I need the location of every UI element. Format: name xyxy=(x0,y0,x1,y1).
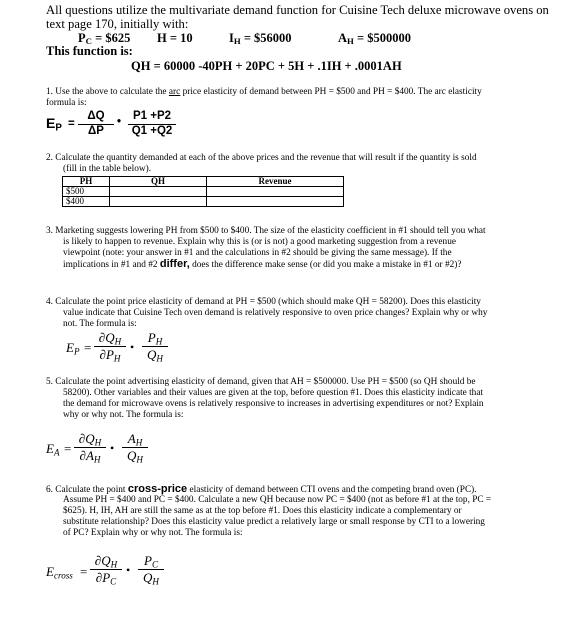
q5-dot: • xyxy=(110,441,115,455)
q1-num1: ΔQ xyxy=(87,110,105,122)
q2-text: 2. Calculate the quantity demanded at each of the above prices and the revenue that will result if the quantity is sold xyxy=(46,153,477,163)
q6-line-1: 6. Calculate the point cross-price elasticity of demand between CTI ovens and the competing brand oven (PC). xyxy=(46,483,477,495)
table-cell xyxy=(110,187,207,197)
table-cell: $400 xyxy=(63,197,110,207)
q1-equals: = xyxy=(68,118,75,130)
table-cell xyxy=(207,187,344,197)
table-header-ph: PH xyxy=(63,177,110,187)
table-header-qh: QH xyxy=(110,177,207,187)
q4-num1: $\partial Q_H$ xyxy=(98,330,122,347)
q3-line-3: viewpoint (note: your answer in #1 and the calculations in #2 should be giving the same message). If the xyxy=(63,248,452,258)
table-header-row xyxy=(63,177,344,187)
q4-num2: $P_H$ xyxy=(147,330,163,347)
q1-text-2: formula is: xyxy=(46,98,87,108)
q6-num2: $P_C$ xyxy=(143,553,159,570)
q2-text-2: (fill in the table below). xyxy=(63,164,152,174)
q5-den1: $\partial A_H$ xyxy=(79,448,101,465)
q4-line-3: not. The formula is: xyxy=(63,319,137,329)
q6-dot: • xyxy=(126,563,131,577)
ih-value: $I_H$ = $56000 xyxy=(229,31,292,47)
q4-line-1: 4. Calculate the point price elasticity of demand at PH = $500 (which should make QH = 58200). Does this elasticity xyxy=(46,297,481,307)
intro-line-2: text page 170, initially with: xyxy=(46,17,189,31)
q6-den1: $\partial P_C$ xyxy=(95,570,117,587)
h-value: H = 10 xyxy=(157,31,193,45)
q5-line-2: 58200). Other variables and their values are given at the top, before question #1. Does this elasticity indicate that xyxy=(63,388,484,398)
q5-equals: = xyxy=(64,441,72,456)
q4-formula-lhs: $E_P$ xyxy=(66,340,80,357)
q4-den2: $Q_H$ xyxy=(147,347,163,364)
q4-equals: = xyxy=(84,340,92,355)
q5-line-1: 5. Calculate the point advertising elasticity of demand, given that AH = $500000. Use PH = $500 (so QH should be xyxy=(46,377,476,387)
q5-num2: $A_H$ xyxy=(127,431,143,448)
q4-den1: $\partial P_H$ xyxy=(99,347,121,364)
revenue-table xyxy=(62,176,344,207)
demand-function: QH = 60000 -40PH + 20PC + 5H + .1IH + .0001AH xyxy=(131,59,402,73)
cross-price-word: cross-price xyxy=(127,483,188,495)
q1-dot: • xyxy=(117,116,122,128)
q6-line-2: Assume PH = $400 and PC = $400. Calculate a new QH because now PC = $400 (not as before #1 at the top, PC = xyxy=(63,495,492,505)
q1-formula-lhs: $E_P$ xyxy=(46,115,62,134)
table-header-revenue: Revenue xyxy=(207,177,344,187)
q3-line-4: implications in #1 and #2 differ, does the difference make sense (or did you make a mistake in #1 or #2)? xyxy=(63,258,462,270)
q1-den1: ΔP xyxy=(88,125,104,137)
q6-den2: $Q_H$ xyxy=(143,570,159,587)
arc-word: arc xyxy=(168,87,181,97)
q5-line-3: the demand for microwave ovens is relatively responsive to increases in advertising expenditures or not? Explain xyxy=(63,399,484,409)
intro-line-1: All questions utilize the multivariate demand function for Cuisine Tech deluxe microwave ovens on xyxy=(46,3,549,17)
table-row xyxy=(63,197,344,207)
differ-word: differ, xyxy=(159,258,190,270)
q6-line-5: of PC? Explain why or why not. The formula is: xyxy=(63,528,243,538)
ah-value: $A_H$ = $500000 xyxy=(338,31,411,47)
q5-num1: $\partial Q_H$ xyxy=(78,431,102,448)
q5-den2: $Q_H$ xyxy=(127,448,143,465)
q1-text: 1. Use the above to calculate the arc price elasticity of demand between PH = $500 and PH = $400. The arc elasticity xyxy=(46,87,482,97)
q6-formula-lhs: $E_{cross}$ xyxy=(46,564,73,581)
q4-line-2: value indicate that Cuisine Tech oven demand is relatively responsive to oven price changes? Explain why or why xyxy=(63,308,488,318)
table-cell: $500 xyxy=(63,187,110,197)
q6-line-4: substitute relationship? Does this elasticity value predict a relatively large or small response by CTI to a lowering xyxy=(63,517,485,527)
q3-line-1: 3. Marketing suggests lowering PH from $500 to $400. The size of the elasticity coefficient in #1 should tell you what xyxy=(46,226,486,236)
table-row xyxy=(63,187,344,197)
q4-dot: • xyxy=(130,340,135,354)
table-cell xyxy=(207,197,344,207)
pc-value: $P_C$ = $625 xyxy=(78,31,131,47)
q6-num1: $\partial Q_H$ xyxy=(94,553,118,570)
function-label: This function is: xyxy=(46,44,133,58)
table-cell xyxy=(110,197,207,207)
q5-formula-lhs: $E_A$ xyxy=(46,441,60,458)
q6-line-3: $625). H, IH, AH are still the same as at the top before #1. Does this elasticity indicate a complementary or xyxy=(63,506,462,516)
q6-equals: = xyxy=(80,564,88,579)
q3-line-2: is likely to happen to revenue. Explain why this is (or is not) a good marketing suggestion from a revenue xyxy=(63,237,456,247)
q1-num2: P1 +P2 xyxy=(132,110,172,122)
q1-den2: Q1 +Q2 xyxy=(131,125,173,137)
q5-line-4: why or why not. The formula is: xyxy=(63,410,184,420)
